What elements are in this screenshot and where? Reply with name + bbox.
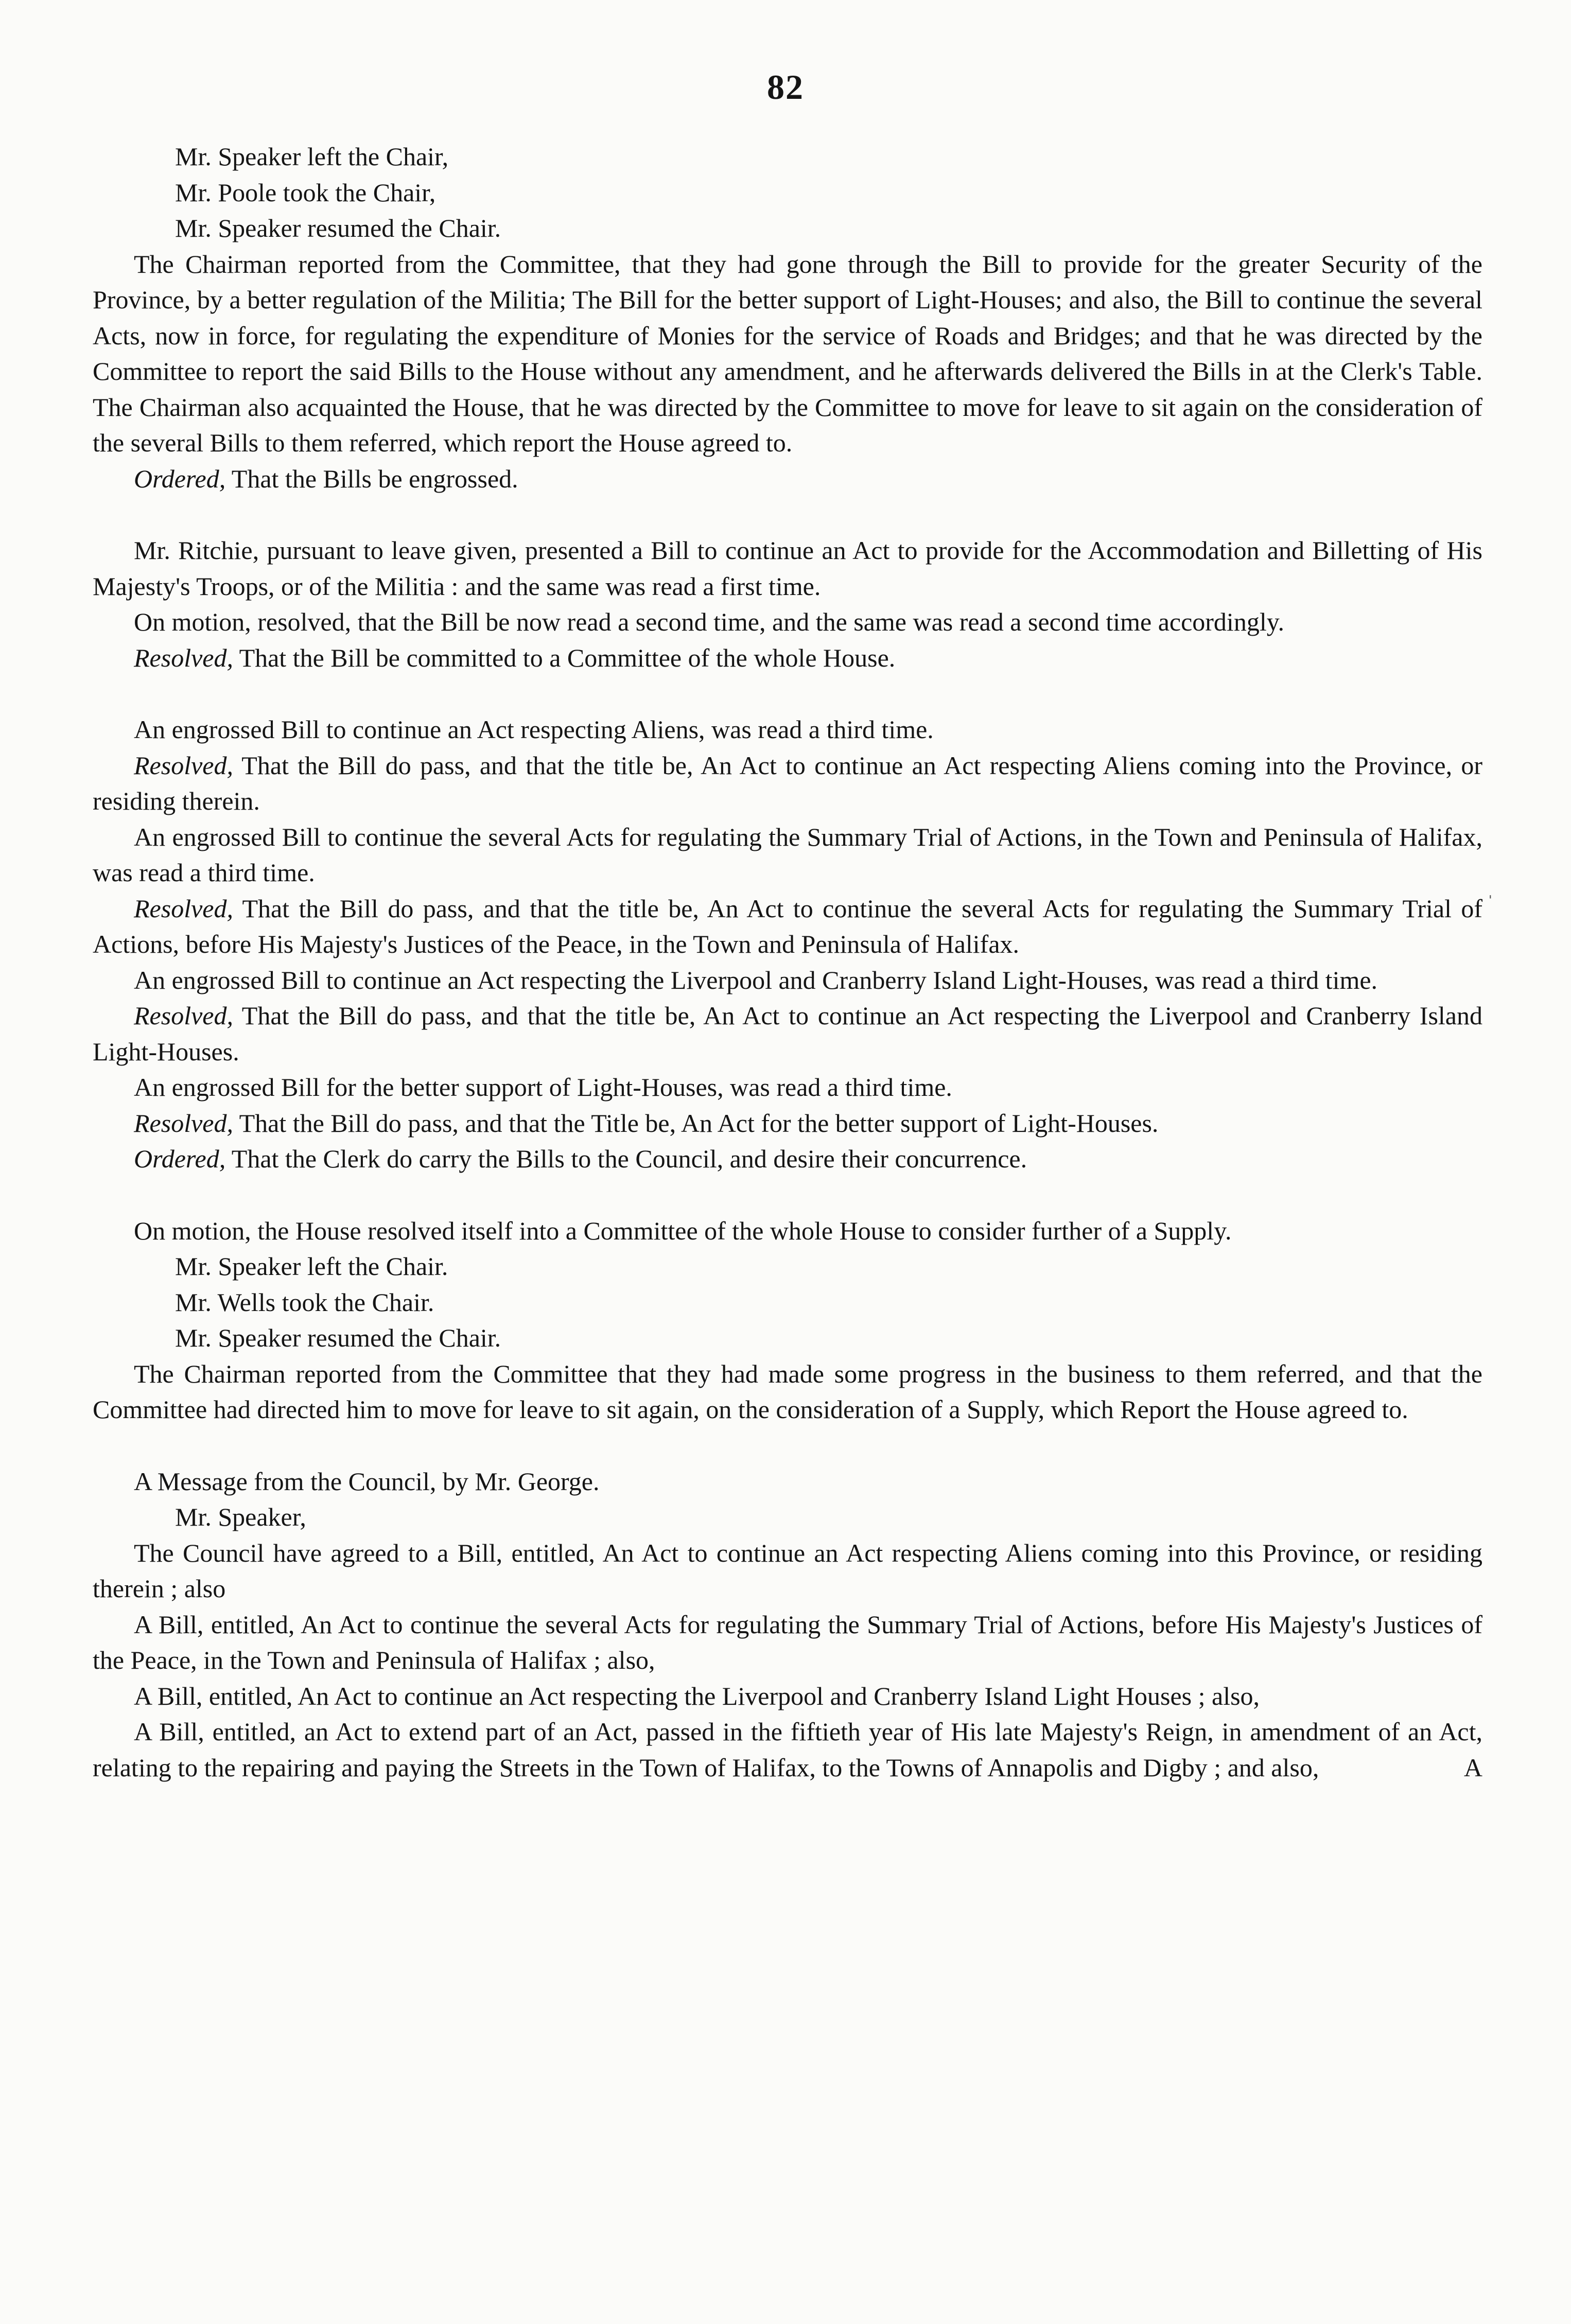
journal-text [93,139,1482,1786]
paragraph-text: The Council have agreed to a Bill, entitled, An Act to continue an Act respecting Aliens coming into this Province, or residing therein ; also [93,1538,1482,1603]
italic-lead: Resolved, [134,1108,233,1138]
paragraph-text: That the Bill do pass, and that the Title be, An Act for the better support of Light-Houses. [233,1108,1159,1138]
paragraph-p1 [93,139,1482,175]
paragraph-p22 [93,1356,1482,1428]
paragraph-p12 [93,891,1482,963]
paragraph-p19 [93,1249,1482,1285]
paragraph-p7 [93,604,1482,640]
paragraph-text: That the Clerk do carry the Bills to the Council, and desire their concurrence. [225,1144,1027,1173]
paragraph-p13 [93,963,1482,999]
paragraph-p27 [93,1679,1482,1715]
paragraph-text: An engrossed Bill to continue the several Acts for regulating the Summary Trial of Actions, in the Town and Peninsula of Halifax, was read a third time. [93,822,1482,887]
paragraph-p2 [93,175,1482,211]
paragraph-p23 [93,1464,1482,1500]
paragraph-p26 [93,1607,1482,1679]
paragraph-text: Mr. Ritchie, pursuant to leave given, presented a Bill to continue an Act to provide for the Accommodation and Billetting of His Majesty's Troops, or of the Militia : and the same was read a first time. [93,536,1482,601]
paragraph-p6 [93,533,1482,604]
paragraph-text: That the Bill do pass, and that the title be, An Act to continue an Act respecting the Liverpool and Cranberry Island Light-Houses. [93,1001,1482,1066]
paragraph-text: An engrossed Bill to continue an Act respecting Aliens, was read a third time. [134,715,934,744]
paragraph-text: That the Bill be committed to a Committee of the whole House. [233,643,896,672]
paragraph-p10 [93,748,1482,819]
italic-lead: Resolved, [134,1001,233,1030]
italic-lead: Resolved, [134,750,233,780]
paragraph-text: An engrossed Bill to continue an Act respecting the Liverpool and Cranberry Island Light-Houses, was read a third time. [134,965,1378,994]
paragraph-p24 [93,1499,1482,1535]
paragraph-text: The Chairman reported from the Committee that they had made some progress in the business to them referred, and that the Committee had directed him to move for leave to sit again, on the consideration of a Supply, which Report the House agreed to. [93,1359,1482,1424]
paragraph-p4 [93,247,1482,461]
page-number: 82 [767,67,804,107]
paragraph-text: On motion, the House resolved itself into a Committee of the whole House to consider further of a Supply. [134,1216,1232,1245]
paragraph-text: A Message from the Council, by Mr. George. [134,1466,600,1496]
paragraph-p25 [93,1535,1482,1607]
paragraph-text: A Bill, entitled, An Act to continue the several Acts for regulating the Summary Trial of Actions, before His Majesty's Justices of the Peace, in the Town and Peninsula of Halifax ; also, [93,1610,1482,1674]
paragraph-p11 [93,819,1482,891]
paragraph-p16 [93,1106,1482,1142]
paragraph-text: Mr. Speaker, [175,1502,306,1531]
italic-lead: Resolved, [134,643,233,672]
paragraph-text: That the Bill do pass, and that the title be, An Act to continue the several Acts for regulating the Summary Trial of Actions, before His Majesty's Justices of the Peace, in the Town and Peninsula of Halifax. [93,894,1482,958]
paragraph-text: Mr. Poole took the Chair, [175,178,436,207]
paragraph-p14 [93,998,1482,1070]
margin-mark: ˈ [1487,891,1494,914]
italic-lead: Resolved, [134,894,233,923]
paragraph-text: On motion, resolved, that the Bill be now read a second time, and the same was read a second time accordingly. [134,607,1284,636]
paragraph-text: A Bill, entitled, an Act to extend part of an Act, passed in the fiftieth year of His late Majesty's Reign, in amendment of an Act, relating to the repairing and paying the Streets in the Town of Halifax, to the Towns of Annapolis and Digby ; and also, [93,1717,1482,1782]
paragraph-text: Mr. Speaker left the Chair. [175,1252,448,1281]
paragraph-p18 [93,1213,1482,1249]
paragraph-p21 [93,1320,1482,1356]
paragraph-text: Mr. Wells took the Chair. [175,1287,434,1317]
paragraph-p5 [93,461,1482,497]
paragraph-p3 [93,211,1482,247]
paragraph-text: That the Bill do pass, and that the title be, An Act to continue an Act respecting Aliens coming into the Province, or residing therein. [93,750,1482,815]
paragraph-text: The Chairman reported from the Committee, that they had gone through the Bill to provide for the greater Security of the Province, by a better regulation of the Militia; The Bill for the better support of Light-Houses; and also, the Bill to continue the several Acts, now in force, for regulating the expenditure of Monies for the service of Roads and Bridges; and that he was directed by the Committee to report the said Bills to the House without any amendment, and he afterwards delivered the Bills in at the Clerk's Table. The Chairman also acquainted the House, that he was directed by the Committee to move for leave to sit again on the consideration of the several Bills to them referred, which report the House agreed to. [93,249,1482,457]
paragraph-p28 [93,1714,1482,1786]
italic-lead: Ordered, [134,1144,226,1173]
paragraph-text: Mr. Speaker resumed the Chair. [175,214,501,242]
catchword: A [1463,1753,1482,1782]
paragraph-text: Mr. Speaker left the Chair, [175,142,449,171]
paragraph-text: A Bill, entitled, An Act to continue an Act respecting the Liverpool and Cranberry Island Light Houses ; also, [134,1681,1260,1710]
paragraph-p17 [93,1141,1482,1177]
paragraph-p20 [93,1285,1482,1321]
paragraph-text: Mr. Speaker resumed the Chair. [175,1323,501,1352]
paragraph-text: An engrossed Bill for the better support of Light-Houses, was read a third time. [134,1073,952,1102]
paragraph-text: That the Bills be engrossed. [225,464,518,493]
paragraph-p15 [93,1070,1482,1106]
paragraph-p9 [93,712,1482,748]
italic-lead: Ordered, [134,464,226,493]
paragraph-p8 [93,640,1482,676]
